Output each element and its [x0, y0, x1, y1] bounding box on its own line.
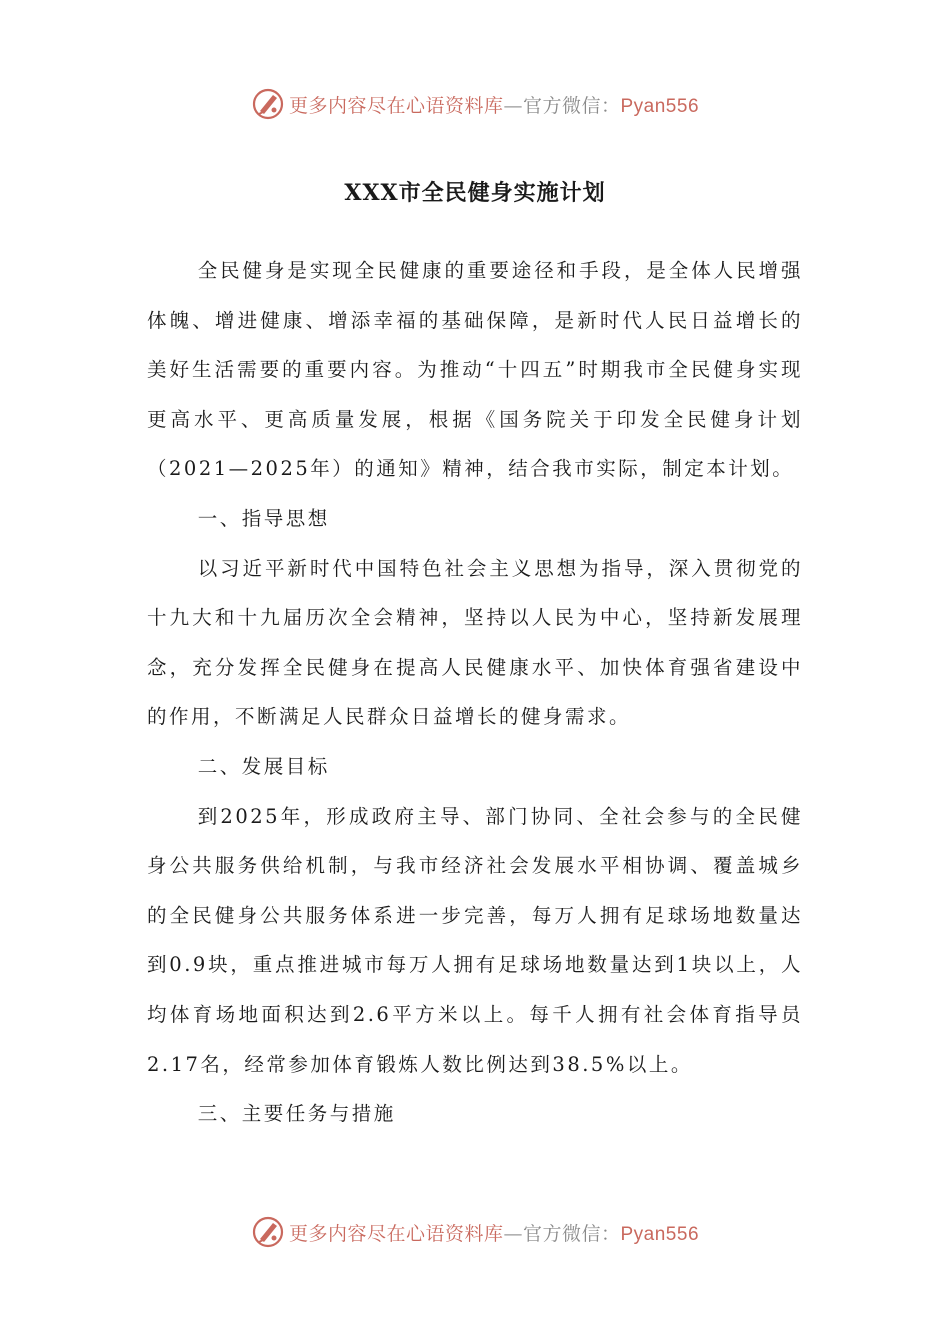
watermark-text: 更多内容尽在心语资料库—官方微信：Pyan556 — [288, 94, 700, 117]
heading-guiding-ideology: 一、指导思想 — [197, 506, 330, 530]
paragraph-intro: 全民健身是实现全民健康的重要途径和手段，是全体人民增强体魄、增进健康、增添幸福的基础保障，是新时代人民日益增长的美好生活需要的重要内容。为推动“十四五”时期我市全民健身实现更高水平、更高质量发展，根据《国务院关于印发全民健身计划（2021—2025年）的通知》精神，结合我市实际，制定本计划。 — [147, 259, 803, 481]
heading-main-tasks: 三、主要任务与措施 — [197, 1102, 396, 1126]
header-watermark — [0, 84, 950, 124]
watermark-text: 更多内容尽在心语资料库—官方微信：Pyan556 — [288, 1222, 700, 1245]
footer-watermark — [0, 1212, 950, 1252]
paragraph-development-goals: 到2025年，形成政府主导、部门协同、全社会参与的全民健身公共服务供给机制，与我市经济社会发展水平相协调、覆盖城乡的全民健身公共服务体系进一步完善，每万人拥有足球场地数量达到0.9块，重点推进城市每万人拥有足球场地数量达到1块以上，人均体育场地面积达到2.6平方米以上。每千人拥有社会体育指导员2.17名，经常参加体育锻炼人数比例达到38.5%以上。 — [147, 804, 803, 1076]
paragraph-guiding-ideology: 以习近平新时代中国特色社会主义思想为指导，深入贯彻党的十九大和十九届历次全会精神，坚持以人民为中心，坚持新发展理念，充分发挥全民健身在提高人民健康水平、加快体育强省建设中的作用，不断满足人民群众日益增长的健身需求。 — [147, 556, 803, 729]
document-title: XXX市全民健身实施计划 — [344, 180, 606, 206]
document-body — [147, 246, 803, 1139]
heading-development-goals: 二、发展目标 — [197, 754, 330, 778]
writing-hand-icon — [251, 87, 285, 121]
writing-hand-icon — [251, 1215, 285, 1249]
